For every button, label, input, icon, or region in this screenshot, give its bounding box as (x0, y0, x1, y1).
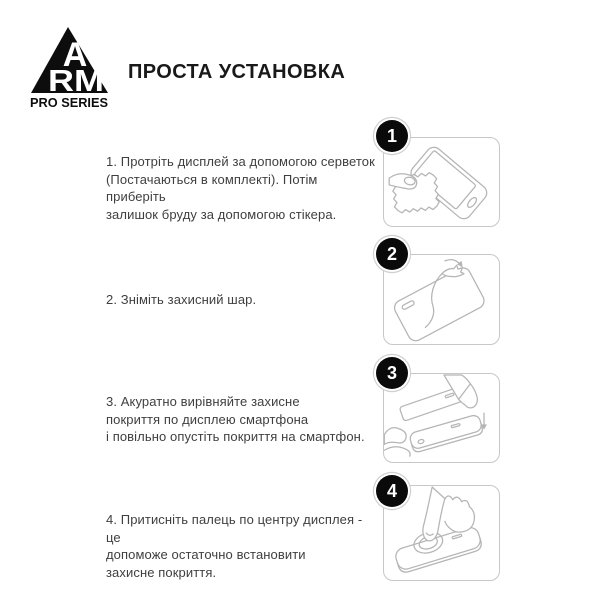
step-1-illustration (383, 137, 500, 227)
step-4-line-3: захисне покриття. (106, 564, 217, 580)
right-hand-icon (444, 375, 477, 408)
step-1-line-2: (Постачаються в комплекті). Потім приберіть (106, 171, 318, 204)
step-2-instructions (106, 291, 378, 309)
step-2-number-badge (376, 238, 408, 270)
align-protector-icon (384, 374, 499, 462)
logo-subtitle: PRO SERIES (30, 95, 109, 110)
wipe-display-icon (384, 138, 499, 226)
peel-layer-icon (384, 255, 499, 344)
phone-outline (409, 414, 484, 453)
step-4-number-badge (376, 475, 408, 507)
step-4-instructions (106, 511, 378, 581)
curved-arrow-icon (445, 260, 463, 268)
step-1-line-1: 1. Протріть дисплей за допомогою серветок (106, 154, 375, 169)
step-3-line-2: покриття по дисплею смартфона (106, 411, 309, 427)
page-title: ПРОСТА УСТАНОВКА (128, 61, 346, 83)
step-1-line-3: залишок бруду за допомогою стікера. (106, 206, 337, 222)
left-hand-icon (384, 428, 410, 456)
finger-icon (389, 174, 416, 189)
step-2-number: 2 (386, 243, 397, 264)
step-3-number: 3 (386, 362, 397, 383)
step-1-number-badge (376, 120, 408, 152)
step-3-line-1: 3. Акуратно вирівняйте захисне (106, 394, 300, 409)
step-3-number-badge (376, 357, 408, 389)
step-4-line-1: 4. Притисніть палець по центру дисплея - це (106, 512, 363, 545)
step-4-number: 4 (386, 480, 397, 501)
step-1-number: 1 (386, 125, 397, 146)
arm-pro-series-logo (28, 26, 110, 112)
step-3-instructions (106, 393, 378, 446)
step-2-illustration (383, 254, 500, 345)
step-1-instructions (106, 153, 378, 223)
step-2-line-1: 2. Зніміть захисний шар. (106, 292, 257, 307)
step-3-line-3: і повільно опустіть покриття на смартфон. (106, 429, 365, 444)
pressing-hand-icon (423, 487, 475, 541)
phone-outline (394, 525, 484, 574)
step-4-line-2: допоможе остаточно встановити (106, 547, 306, 562)
logo-letter-a: A (62, 36, 88, 74)
peeling-film-icon (425, 265, 464, 327)
logo-letters-rm: RM (48, 63, 104, 98)
